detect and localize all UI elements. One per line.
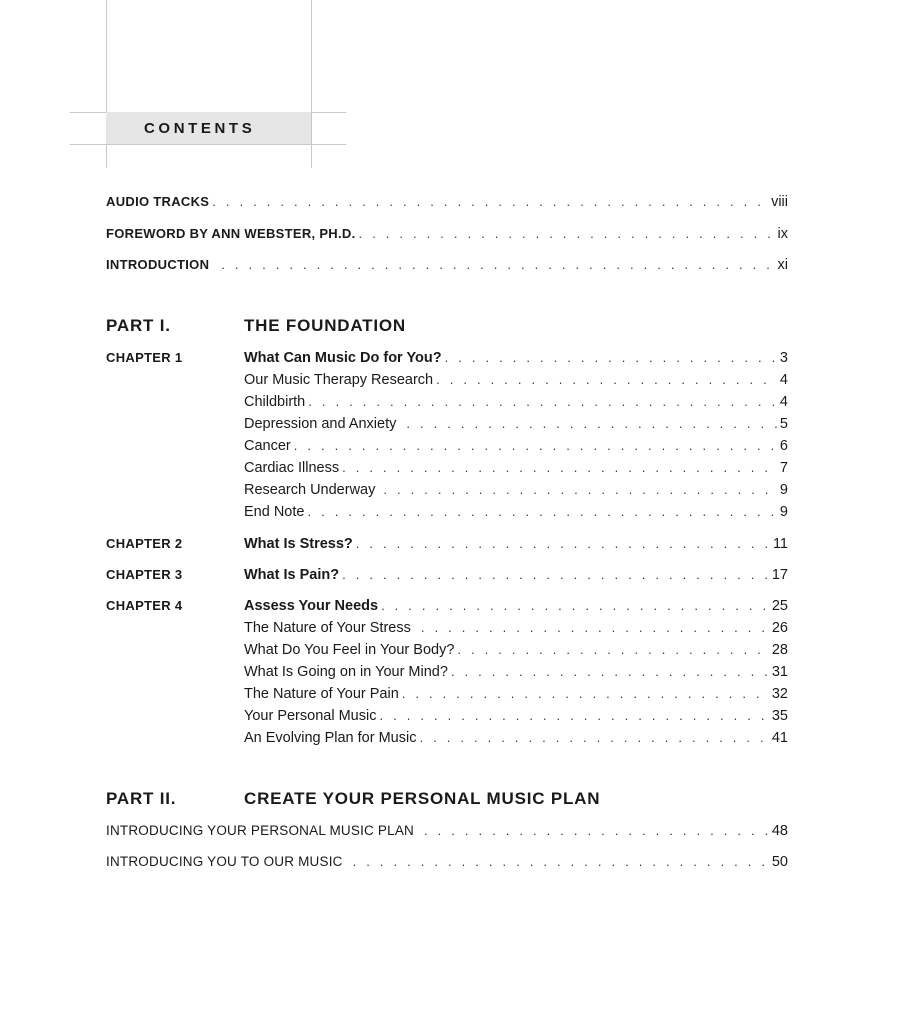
section-title: Research Underway [244,482,376,498]
chapter-label: CHAPTER 2 [106,536,183,551]
section-title: Cancer [244,438,291,454]
dot-leader [353,854,769,869]
toc-page-number: 32 [771,686,788,702]
toc-entry-title: INTRODUCING YOU TO OUR MUSIC [106,854,343,869]
toc-page-number: viii [771,194,788,210]
dot-leader [356,536,770,551]
toc-section[interactable] [106,394,788,414]
dot-leader [212,194,768,209]
toc-section[interactable] [106,620,788,640]
toc-section[interactable] [106,642,788,662]
toc-section[interactable] [106,686,788,706]
toc-entry-title: AUDIO TRACKS [106,194,210,209]
section-title: What Do You Feel in Your Body? [244,642,455,658]
toc-page-number: 48 [771,823,788,839]
toc-page-number: 31 [771,664,788,680]
dot-leader [308,394,777,409]
dot-leader [436,372,777,387]
toc-chapter-2[interactable] [106,536,788,556]
toc-page-number: 5 [779,416,788,432]
dot-leader [445,350,777,365]
toc-entry-title: INTRODUCTION [106,257,210,272]
toc-chapter-4[interactable] [106,598,788,618]
dot-leader [379,708,768,723]
part-label: PART I. [106,316,171,335]
toc-entry-introduction[interactable] [106,257,788,277]
dot-leader [383,482,777,497]
dot-leader [221,257,774,272]
section-title: The Nature of Your Stress [244,620,411,636]
section-title: Our Music Therapy Research [244,372,434,388]
chapter-title: Assess Your Needs [244,598,379,614]
toc-entry[interactable] [106,854,788,874]
toc-page-number: 9 [779,504,788,520]
toc-page-number: 41 [771,730,788,746]
toc-chapter-3[interactable] [106,567,788,587]
dot-leader [402,686,769,701]
dot-leader [307,504,776,519]
dot-leader [342,567,769,582]
toc-entry-foreword[interactable] [106,226,788,246]
toc-section[interactable] [106,708,788,728]
part-2-heading[interactable] [106,789,600,813]
toc-page-number: 28 [771,642,788,658]
chapter-title: What Can Music Do for You? [244,350,442,366]
section-title: Childbirth [244,394,306,410]
toc-page-number: 4 [779,372,788,388]
chapter-label: CHAPTER 4 [106,598,183,613]
toc-section[interactable] [106,482,788,502]
part-label: PART II. [106,789,177,808]
toc-page-number: ix [777,226,788,242]
toc-page-number: 17 [771,567,788,583]
toc-page-number: xi [777,257,788,273]
toc-chapter-1[interactable] [106,350,788,370]
dot-leader [457,642,768,657]
toc-section[interactable] [106,504,788,524]
section-title: The Nature of Your Pain [244,686,399,702]
section-title: An Evolving Plan for Music [244,730,417,746]
part-title: THE FOUNDATION [244,316,406,335]
toc-entry[interactable] [106,823,788,843]
right-vertical-rule [311,0,312,168]
dot-leader [406,416,777,431]
toc-page-number: 9 [779,482,788,498]
toc-page-number: 4 [779,394,788,410]
part-title: CREATE YOUR PERSONAL MUSIC PLAN [244,789,601,808]
toc-section[interactable] [106,416,788,436]
page-title: CONTENTS [144,119,256,137]
toc-page-number: 35 [771,708,788,724]
part-1-heading[interactable] [106,316,406,340]
section-title: Cardiac Illness [244,460,340,476]
dot-leader [421,620,769,635]
dot-leader [381,598,769,613]
toc-section[interactable] [106,664,788,684]
toc-page-number: 3 [779,350,788,366]
dot-leader [419,730,768,745]
section-title: End Note [244,504,305,520]
toc-page-number: 25 [771,598,788,614]
chapter-title: What Is Pain? [244,567,340,583]
toc-page-number: 50 [771,854,788,870]
contents-heading-box [106,112,311,144]
section-title: Your Personal Music [244,708,377,724]
toc-section[interactable] [106,460,788,480]
section-title: What Is Going on in Your Mind? [244,664,448,680]
section-title: Depression and Anxiety [244,416,397,432]
toc-section[interactable] [106,438,788,458]
dot-leader [359,226,775,241]
toc-entry-audio-tracks[interactable] [106,194,788,214]
toc-entry-title: INTRODUCING YOUR PERSONAL MUSIC PLAN [106,823,414,838]
chapter-label: CHAPTER 1 [106,350,183,365]
toc-page-number: 7 [779,460,788,476]
dot-leader [451,664,769,679]
chapter-label: CHAPTER 3 [106,567,183,582]
toc-section[interactable] [106,372,788,392]
dot-leader [342,460,777,475]
bottom-horizontal-rule [70,144,346,145]
toc-section[interactable] [106,730,788,750]
dot-leader [294,438,777,453]
dot-leader [424,823,769,838]
toc-page-number: 26 [771,620,788,636]
toc-page-number: 11 [772,536,788,552]
toc-page-number: 6 [779,438,788,454]
toc-entry-title: FOREWORD BY ANN WEBSTER, PH.D. [106,226,356,241]
chapter-title: What Is Stress? [244,536,353,552]
